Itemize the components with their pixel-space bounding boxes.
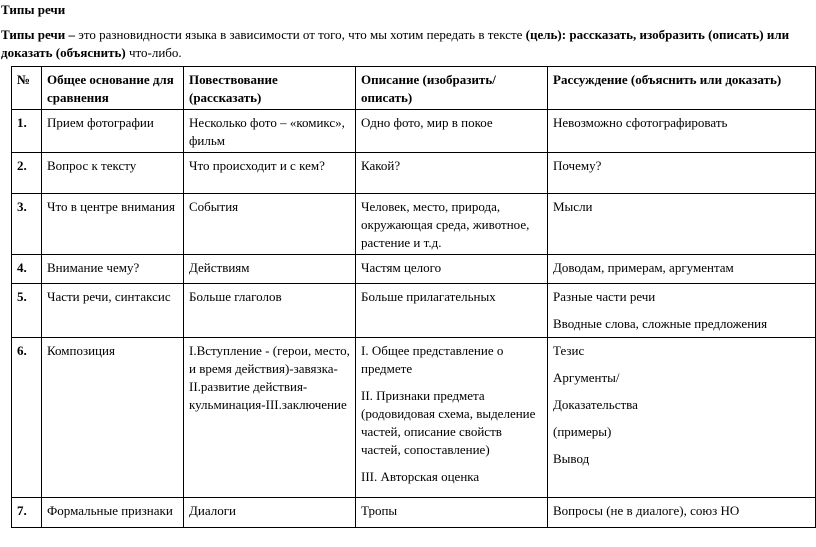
row-narration bbox=[184, 110, 356, 153]
row-description bbox=[356, 153, 548, 194]
row-basis: Композиция bbox=[42, 338, 184, 498]
row-narration bbox=[184, 338, 356, 498]
row-number: 5. bbox=[12, 284, 42, 338]
header-number: № bbox=[12, 67, 42, 110]
reasoning-paragraph: (примеры) bbox=[553, 424, 612, 439]
narration-paragraph: Действиям bbox=[189, 260, 250, 275]
row-basis: Что в центре внимания bbox=[42, 194, 184, 255]
description-paragraph: II. Признаки предмета (родовидовая схема, выделение частей, описание свойств частей, сопоставление) bbox=[361, 388, 536, 457]
table-row bbox=[12, 255, 816, 284]
table-row bbox=[12, 194, 816, 255]
reasoning-paragraph: Доказательства bbox=[553, 397, 638, 412]
row-narration bbox=[184, 284, 356, 338]
row-reasoning bbox=[548, 110, 816, 153]
row-basis: Вопрос к тексту bbox=[42, 153, 184, 194]
reasoning-paragraph: Тезис bbox=[553, 343, 585, 358]
description-paragraph: III. Авторская оценка bbox=[361, 469, 480, 484]
row-number: 6. bbox=[12, 338, 42, 498]
header-basis: Общее основание для сравнения bbox=[42, 67, 184, 110]
intro-term: Типы речи – bbox=[1, 27, 75, 42]
narration-paragraph: I.Вступление - (герои, место, и время действия)-завязка-II.развитие действия-кульминация-III.заключение bbox=[189, 343, 350, 412]
row-basis: Внимание чему? bbox=[42, 255, 184, 284]
narration-paragraph: Диалоги bbox=[189, 503, 236, 518]
reasoning-paragraph: Аргументы/ bbox=[553, 370, 620, 385]
row-narration bbox=[184, 153, 356, 194]
row-number: 7. bbox=[12, 498, 42, 528]
table-header-row bbox=[12, 67, 816, 110]
header-description: Описание (изобразить/описать) bbox=[356, 67, 548, 110]
reasoning-paragraph: Разные части речи bbox=[553, 289, 656, 304]
narration-paragraph: Несколько фото – «комикс», фильм bbox=[189, 115, 345, 148]
table-row bbox=[12, 338, 816, 498]
row-reasoning bbox=[548, 194, 816, 255]
reasoning-paragraph: Почему? bbox=[553, 158, 602, 173]
row-basis: Прием фотографии bbox=[42, 110, 184, 153]
reasoning-paragraph: Доводам, примерам, аргументам bbox=[553, 260, 734, 275]
reasoning-paragraph: Вводные слова, сложные предложения bbox=[553, 316, 768, 331]
narration-paragraph: Что происходит и с кем? bbox=[189, 158, 325, 173]
description-paragraph: I. Общее представление о предмете bbox=[361, 343, 504, 376]
row-description bbox=[356, 110, 548, 153]
table-row bbox=[12, 498, 816, 528]
reasoning-paragraph: Невозможно сфотографировать bbox=[553, 115, 728, 130]
intro-text-2: что-либо. bbox=[125, 45, 182, 60]
row-reasoning bbox=[548, 153, 816, 194]
table-row bbox=[12, 153, 816, 194]
reasoning-paragraph: Вопросы (не в диалоге), союз НО bbox=[553, 503, 740, 518]
row-reasoning bbox=[548, 498, 816, 528]
row-description bbox=[356, 255, 548, 284]
row-narration bbox=[184, 194, 356, 255]
row-description bbox=[356, 338, 548, 498]
description-paragraph: Тропы bbox=[361, 503, 398, 518]
intro-text-1: это разновидности языка в зависимости от того, что мы хотим передать в тексте bbox=[74, 27, 526, 42]
reasoning-paragraph: Вывод bbox=[553, 451, 590, 466]
row-reasoning bbox=[548, 255, 816, 284]
row-description bbox=[356, 498, 548, 528]
row-narration bbox=[184, 255, 356, 284]
narration-paragraph: Больше глаголов bbox=[189, 289, 282, 304]
row-reasoning bbox=[548, 338, 816, 498]
description-paragraph: Какой? bbox=[361, 158, 401, 173]
description-paragraph: Больше прилагательных bbox=[361, 289, 496, 304]
intro-paragraph bbox=[1, 26, 801, 62]
table-row bbox=[12, 110, 816, 153]
intro-bold-1: (цель): рассказать, изобразить (описать) или bbox=[525, 27, 790, 42]
description-paragraph: Одно фото, мир в покое bbox=[361, 115, 493, 130]
reasoning-paragraph: Мысли bbox=[553, 199, 593, 214]
page-title: Типы речи bbox=[1, 2, 66, 17]
narration-paragraph: События bbox=[189, 199, 239, 214]
row-number: 3. bbox=[12, 194, 42, 255]
row-reasoning bbox=[548, 284, 816, 338]
table-row bbox=[12, 284, 816, 338]
row-number: 4. bbox=[12, 255, 42, 284]
row-narration bbox=[184, 498, 356, 528]
row-number: 2. bbox=[12, 153, 42, 194]
header-narration: Повествование (рассказать) bbox=[184, 67, 356, 110]
row-description bbox=[356, 284, 548, 338]
row-basis: Части речи, синтаксис bbox=[42, 284, 184, 338]
speech-types-table bbox=[11, 66, 816, 528]
header-reasoning: Рассуждение (объяснить или доказать) bbox=[548, 67, 816, 110]
row-number: 1. bbox=[12, 110, 42, 153]
row-basis: Формальные признаки bbox=[42, 498, 184, 528]
intro-bold-2: доказать (объяснить) bbox=[1, 45, 126, 60]
description-paragraph: Человек, место, природа, окружающая среда, животное, растение и т.д. bbox=[361, 199, 530, 250]
description-paragraph: Частям целого bbox=[361, 260, 442, 275]
row-description bbox=[356, 194, 548, 255]
